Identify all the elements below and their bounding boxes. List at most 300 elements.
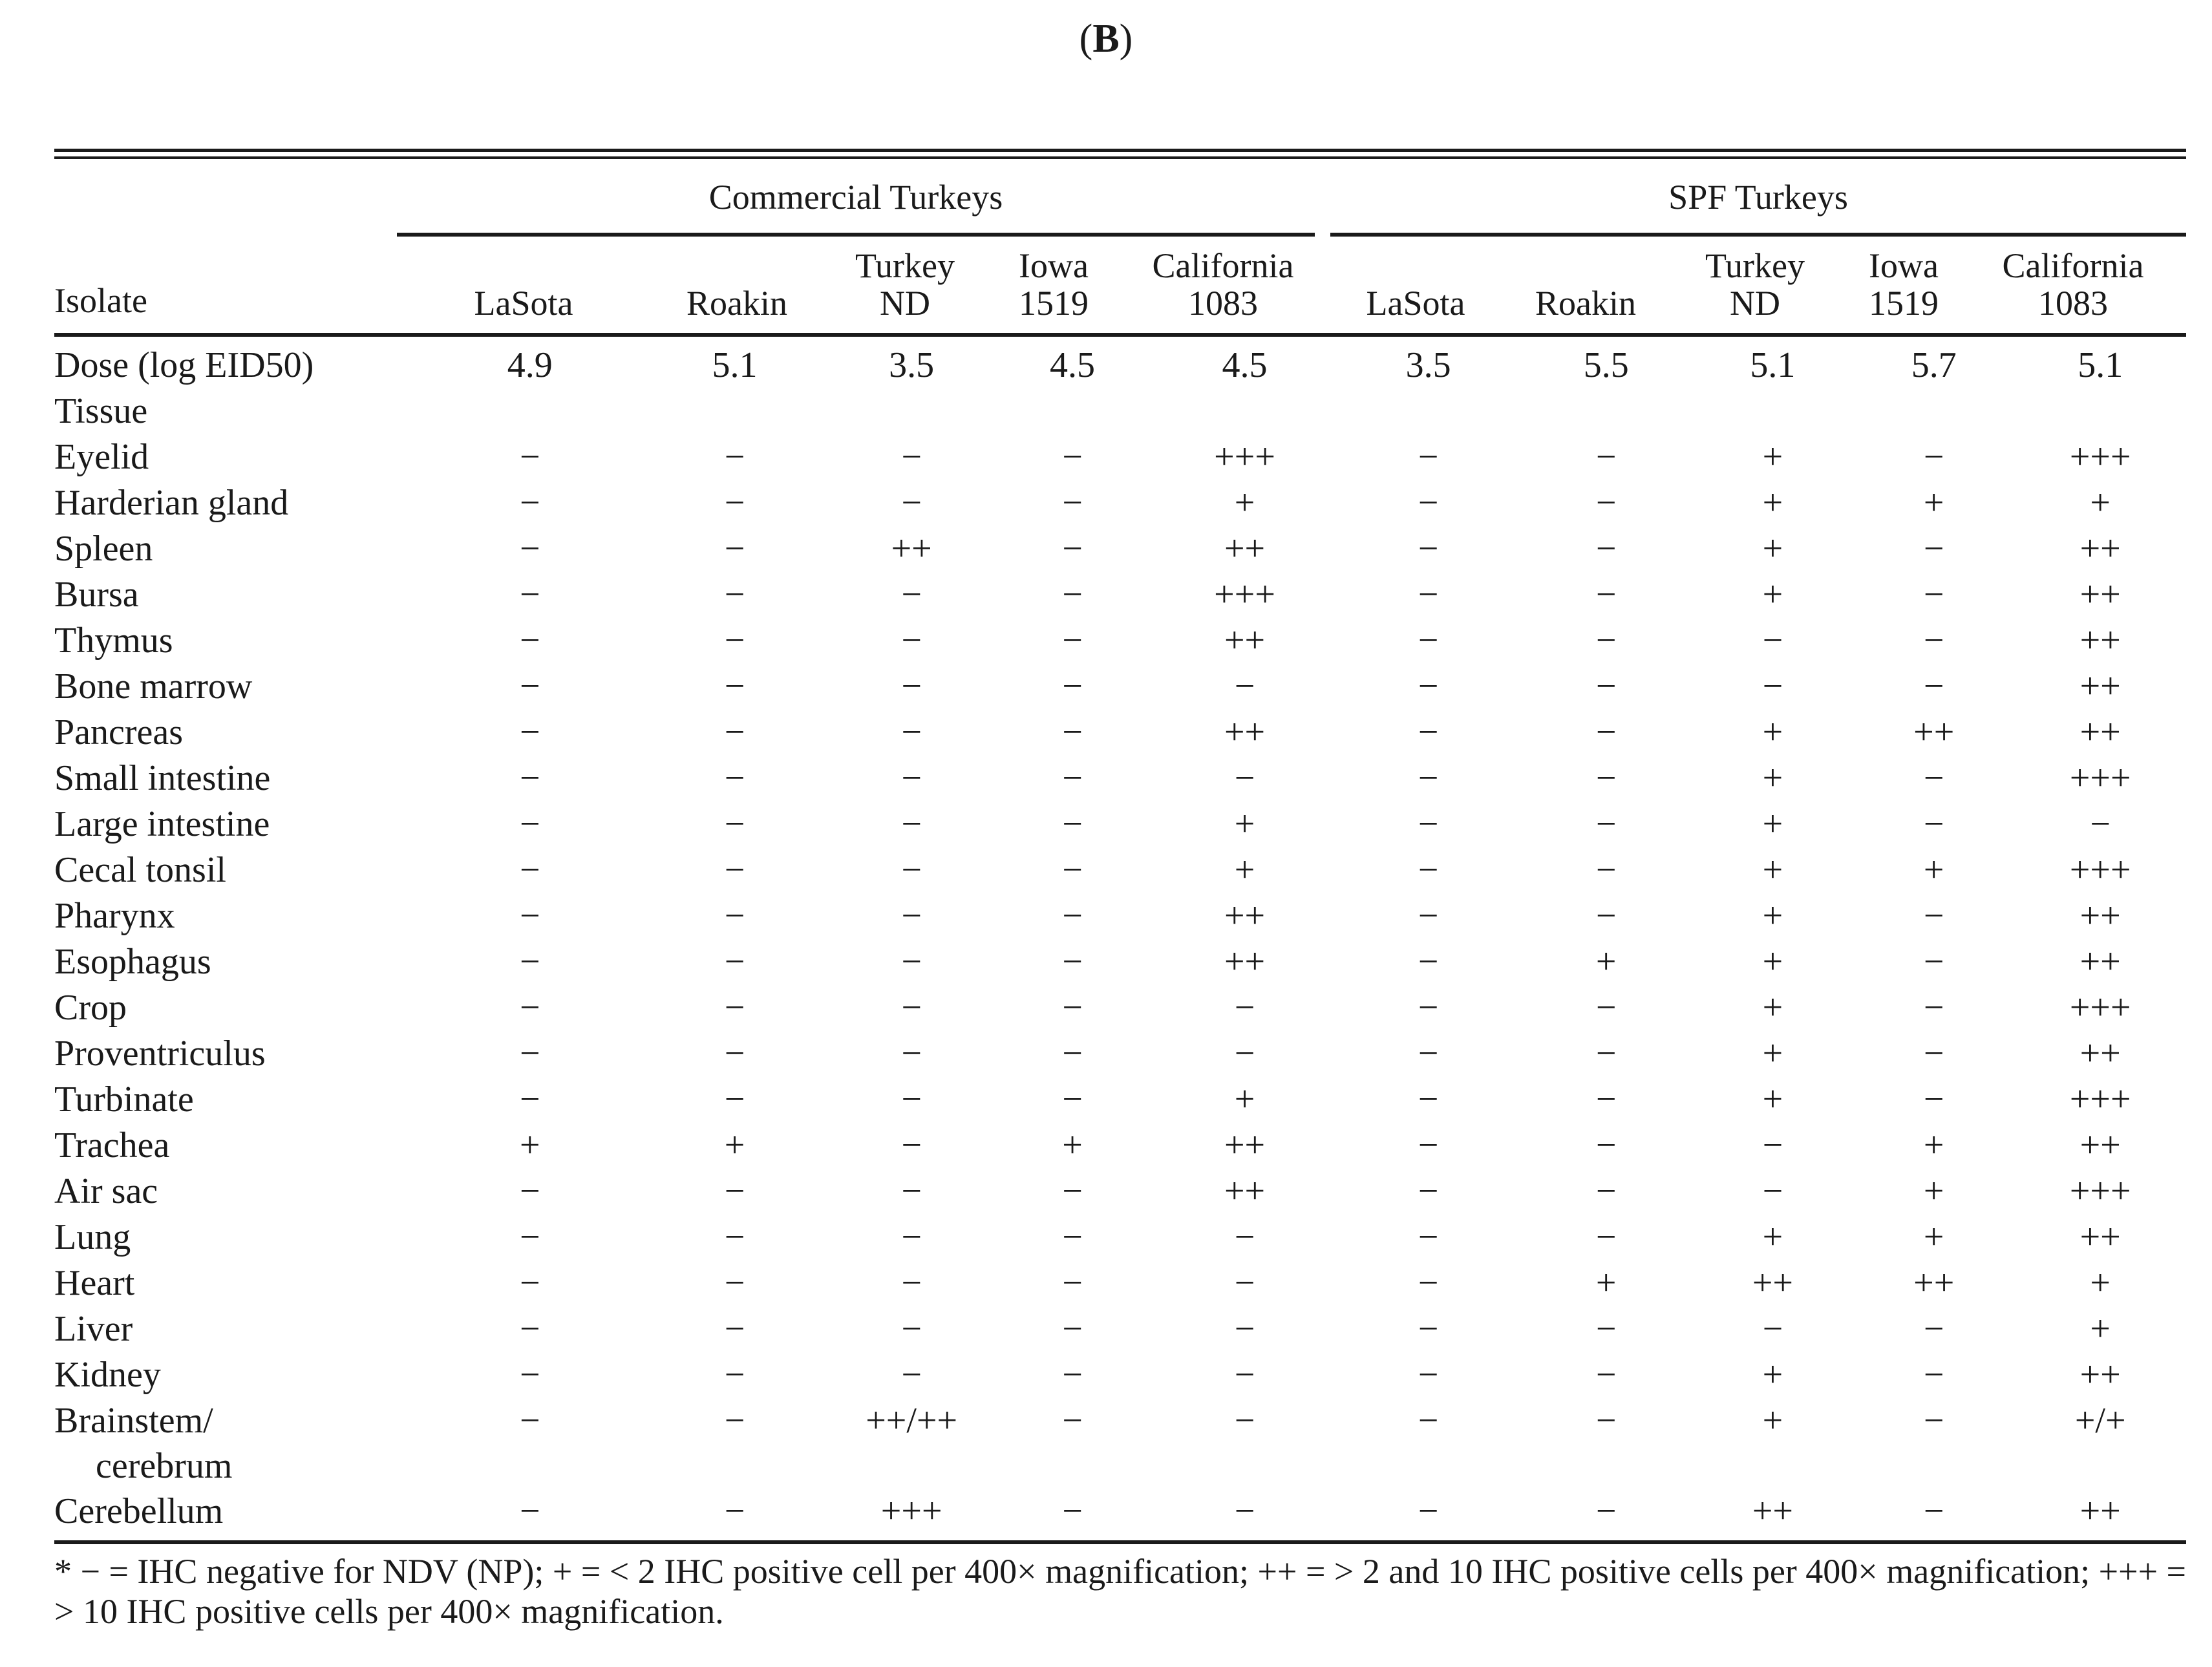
table-cell: − <box>1062 896 1083 936</box>
table-cell: − <box>901 850 922 890</box>
row-label-text: Turbinate <box>54 1079 194 1120</box>
row-label-text: Crop <box>54 988 127 1028</box>
table-cell: − <box>1062 1309 1083 1349</box>
table-row <box>54 1077 2186 1123</box>
table-cell: − <box>724 483 745 523</box>
table-cell: − <box>1418 1125 1439 1165</box>
row-label-text: Lung <box>54 1217 131 1257</box>
table-cell: + <box>2090 483 2111 523</box>
table-body <box>54 343 2186 1534</box>
table-cell: − <box>520 1309 540 1349</box>
table-cell: − <box>1595 483 1617 523</box>
table-cell: − <box>1595 1355 1617 1395</box>
column-header-line: LaSota <box>1366 284 1465 323</box>
bottom-rule <box>54 1540 2186 1544</box>
table-cell: − <box>1595 1491 1617 1531</box>
table-cell: − <box>1234 758 1255 798</box>
table-cell: − <box>520 1401 540 1441</box>
table-cell: 4.5 <box>1222 345 1268 385</box>
table-cell: − <box>520 575 540 615</box>
table-cell: − <box>520 850 540 890</box>
table-cell: − <box>1234 1355 1255 1395</box>
table-cell: 4.5 <box>1049 345 1095 385</box>
table-cell: − <box>724 437 745 477</box>
table-cell: − <box>1595 1079 1617 1120</box>
table-cell: − <box>1595 988 1617 1028</box>
column-header <box>1976 238 2170 322</box>
table-cell: − <box>1762 1125 1783 1165</box>
column-header <box>957 238 1151 322</box>
header-rule <box>54 333 2186 337</box>
table-row <box>54 756 2186 802</box>
table-cell: − <box>1923 758 1944 798</box>
row-label <box>54 343 422 388</box>
empty-cell <box>1336 388 1520 434</box>
table-cell: − <box>1923 575 1944 615</box>
table-cell: − <box>1062 621 1083 661</box>
row-label-text: Small intestine <box>54 758 271 798</box>
table-cell: − <box>1418 988 1439 1028</box>
row-label <box>54 572 422 618</box>
column-header-line: Roakin <box>1535 284 1636 323</box>
table-cell: ++ <box>1752 1491 1793 1531</box>
table-cell: − <box>1234 1401 1255 1441</box>
table-cell: 5.5 <box>1583 345 1629 385</box>
table-row <box>54 526 2186 572</box>
table-cell: − <box>724 850 745 890</box>
table-cell: − <box>1418 1309 1439 1349</box>
row-label-continuation: cerebrum <box>96 1446 233 1486</box>
table-cell: − <box>1923 1309 1944 1349</box>
column-header-line: ND <box>880 284 930 323</box>
table-row <box>54 1031 2186 1077</box>
empty-cell <box>831 388 992 434</box>
column-header-line: 1083 <box>2038 284 2108 323</box>
table-cell: − <box>1923 437 1944 477</box>
table-cell: + <box>1762 942 1783 982</box>
table-cell: ++ <box>1224 1171 1266 1211</box>
column-header-line: 1519 <box>1869 284 1939 323</box>
row-label <box>54 526 422 572</box>
table-cell: − <box>1418 1034 1439 1074</box>
table-cell: − <box>724 575 745 615</box>
table-cell: + <box>1762 1401 1783 1441</box>
table-cell: − <box>1062 1491 1083 1531</box>
table-cell: − <box>520 712 540 752</box>
row-label-text: Tissue <box>54 391 148 431</box>
table-cell: − <box>901 1125 922 1165</box>
table-cell: ++ <box>1913 1263 1955 1303</box>
table-cell: − <box>901 896 922 936</box>
table-row <box>54 985 2186 1031</box>
table-cell: − <box>724 804 745 844</box>
table-cell: − <box>1418 804 1439 844</box>
table-cell: + <box>1923 850 1944 890</box>
table-cell: − <box>1762 666 1783 706</box>
group-rule-commercial <box>397 233 1315 237</box>
table-cell: 3.5 <box>1405 345 1451 385</box>
table-cell: + <box>1923 1125 1944 1165</box>
column-header-line: California <box>1152 246 1294 285</box>
table-cell: + <box>1762 575 1783 615</box>
table-cell: − <box>520 1355 540 1395</box>
table-cell: − <box>1418 1263 1439 1303</box>
table-cell: − <box>1595 1217 1617 1257</box>
top-rule <box>54 149 2186 152</box>
table-cell: + <box>1762 1217 1783 1257</box>
row-label <box>54 618 422 664</box>
table-cell: − <box>724 1034 745 1074</box>
table-cell: ++ <box>1224 712 1266 752</box>
table-cell: − <box>1595 1309 1617 1349</box>
table-cell: − <box>1923 529 1944 569</box>
row-label-text: Brainstem/ <box>54 1401 213 1441</box>
table-cell: +++ <box>2069 988 2131 1028</box>
table-cell: ++ <box>1224 621 1266 661</box>
table-cell: − <box>1062 1171 1083 1211</box>
table-cell: − <box>520 529 540 569</box>
table-cell: − <box>724 1309 745 1349</box>
table-row <box>54 664 2186 710</box>
table-cell: − <box>1923 988 1944 1028</box>
table-cell: − <box>901 942 922 982</box>
table-cell: − <box>1595 1171 1617 1211</box>
row-label <box>54 1306 422 1352</box>
table-cell: − <box>1418 758 1439 798</box>
row-label <box>54 388 422 434</box>
table-cell: − <box>520 621 540 661</box>
table-row <box>54 710 2186 756</box>
table-cell: ++ <box>2079 666 2121 706</box>
row-label-text: Air sac <box>54 1171 158 1211</box>
empty-cell <box>638 388 831 434</box>
table-cell: + <box>1762 850 1783 890</box>
table-cell: − <box>1923 1034 1944 1074</box>
table-cell: − <box>1595 1401 1617 1441</box>
table-cell: − <box>1418 1401 1439 1441</box>
table-cell: − <box>1062 942 1083 982</box>
table-cell: − <box>1418 529 1439 569</box>
table-cell: ++ <box>2079 942 2121 982</box>
row-label <box>54 847 422 893</box>
table-cell: ++ <box>2079 1491 2121 1531</box>
table-cell: ++ <box>2079 1125 2121 1165</box>
table-cell: − <box>1595 1125 1617 1165</box>
column-header-line: Turkey <box>855 246 955 285</box>
table-cell: − <box>724 621 745 661</box>
table-cell: + <box>1762 804 1783 844</box>
column-header-line: ND <box>1730 284 1780 323</box>
table-cell: + <box>1762 529 1783 569</box>
table-cell: − <box>1762 1171 1783 1211</box>
row-label-text: Eyelid <box>54 437 149 477</box>
table-cell: − <box>1418 666 1439 706</box>
table-cell: − <box>901 1079 922 1120</box>
table-cell: 5.1 <box>2078 345 2123 385</box>
table-cell: − <box>901 575 922 615</box>
table-row <box>54 1352 2186 1398</box>
table-cell: − <box>1234 1034 1255 1074</box>
table-row <box>54 939 2186 985</box>
table-cell: +++ <box>1214 437 1275 477</box>
table-cell: − <box>901 1034 922 1074</box>
table-cell: − <box>1062 804 1083 844</box>
table-cell: − <box>1762 1309 1783 1349</box>
table-cell: − <box>1418 850 1439 890</box>
table-cell: − <box>1062 1401 1083 1441</box>
table-cell: − <box>1923 621 1944 661</box>
table-cell: − <box>520 804 540 844</box>
column-header <box>1807 238 2001 322</box>
column-header <box>427 238 621 322</box>
row-label-text: Harderian gland <box>54 483 289 523</box>
table-cell: − <box>1062 1355 1083 1395</box>
table-cell: − <box>1418 1491 1439 1531</box>
footnote: * − = IHC negative for NDV (NP); + = < 2 IHC positive cell per 400× magnification; ++ = > 2 and 10 IHC positive cells per 400× magnification; +++ = > 10 IHC positive cells per 400× magnification. <box>54 1552 2186 1631</box>
row-label-text: Thymus <box>54 621 173 661</box>
table-cell: ++ <box>1224 942 1266 982</box>
table-row <box>54 1215 2186 1260</box>
dose-row <box>54 343 2186 388</box>
table-cell: − <box>1923 1079 1944 1120</box>
empty-cell <box>422 388 638 434</box>
table-cell: − <box>724 758 745 798</box>
table-cell: − <box>1923 1491 1944 1531</box>
table-row <box>54 1306 2186 1352</box>
row-label-text: Large intestine <box>54 804 270 844</box>
table-cell: +++ <box>2069 437 2131 477</box>
table-cell: + <box>1762 758 1783 798</box>
table-cell: − <box>1595 575 1617 615</box>
table-cell: − <box>1595 621 1617 661</box>
table-cell: − <box>1234 1217 1255 1257</box>
table-cell: − <box>1234 1263 1255 1303</box>
row-label <box>54 756 422 802</box>
table-cell: − <box>520 1491 540 1531</box>
row-label-text: Trachea <box>54 1125 170 1165</box>
row-label-text: Bursa <box>54 575 139 615</box>
table-cell: − <box>1062 712 1083 752</box>
column-header <box>1489 238 1683 322</box>
table-cell: − <box>901 712 922 752</box>
table-cell: ++ <box>1224 1125 1266 1165</box>
table-cell: + <box>1923 1171 1944 1211</box>
table-cell: − <box>901 1171 922 1211</box>
row-label <box>54 985 422 1031</box>
table-cell: − <box>724 896 745 936</box>
data-table <box>54 343 2186 1534</box>
table-cell: ++ <box>2079 621 2121 661</box>
table-cell: − <box>1062 988 1083 1028</box>
table-row <box>54 618 2186 664</box>
empty-cell <box>1153 388 1337 434</box>
table-cell: − <box>520 1171 540 1211</box>
table-cell: − <box>1923 1401 1944 1441</box>
row-label-text: Liver <box>54 1309 133 1349</box>
table-cell: − <box>901 1309 922 1349</box>
table-cell: − <box>1418 1355 1439 1395</box>
table-cell: − <box>1062 437 1083 477</box>
table-cell: +++ <box>2069 758 2131 798</box>
table-cell: ++/++ <box>866 1401 958 1441</box>
table-cell: − <box>901 1217 922 1257</box>
row-label <box>54 434 422 480</box>
table-cell: − <box>901 1263 922 1303</box>
table-cell: − <box>901 666 922 706</box>
table-cell: − <box>1762 621 1783 661</box>
table-cell: − <box>1418 1171 1439 1211</box>
table-cell: − <box>1062 529 1083 569</box>
table-cell: − <box>724 1491 745 1531</box>
table-row <box>54 847 2186 893</box>
table-cell: − <box>1062 1034 1083 1074</box>
table-cell: − <box>1923 942 1944 982</box>
table-cell: − <box>1418 483 1439 523</box>
column-header <box>1319 238 1513 322</box>
group-header-spf: SPF Turkeys <box>1668 178 1848 217</box>
table-cell: − <box>520 1034 540 1074</box>
row-label-text: Cerebellum <box>54 1491 224 1531</box>
table-cell: − <box>724 1263 745 1303</box>
table-cell: ++ <box>1752 1263 1793 1303</box>
table-cell: + <box>1923 1217 1944 1257</box>
tissue-section-row <box>54 388 2186 434</box>
row-label <box>54 1260 422 1306</box>
table-cell: − <box>520 437 540 477</box>
panel-label: (B) <box>1079 17 1133 61</box>
row-label <box>54 1215 422 1260</box>
table-row <box>54 1123 2186 1169</box>
isolate-column-header: Isolate <box>54 281 147 320</box>
row-label-text: Pancreas <box>54 712 184 752</box>
empty-cell <box>992 388 1153 434</box>
row-label-text: Esophagus <box>54 942 211 982</box>
table-cell: + <box>2090 1263 2111 1303</box>
table-cell: ++ <box>2079 575 2121 615</box>
table-cell: − <box>520 1079 540 1120</box>
table-cell: 3.5 <box>889 345 935 385</box>
table-cell: − <box>724 988 745 1028</box>
table-cell: + <box>1923 483 1944 523</box>
table-cell: − <box>724 712 745 752</box>
row-label <box>54 1031 422 1077</box>
table-cell: − <box>901 1355 922 1395</box>
table-cell: − <box>520 758 540 798</box>
row-label-text: Kidney <box>54 1355 161 1395</box>
table-cell: ++ <box>1913 712 1955 752</box>
table-cell: ++ <box>2079 529 2121 569</box>
table-cell: + <box>520 1125 540 1165</box>
table-cell: − <box>1595 529 1617 569</box>
table-cell: − <box>520 942 540 982</box>
table-cell: − <box>1595 437 1617 477</box>
table-cell: + <box>1762 483 1783 523</box>
top-rule-double <box>54 156 2186 159</box>
table-cell: − <box>724 1401 745 1441</box>
table-row <box>54 1169 2186 1215</box>
table-cell: 5.1 <box>1750 345 1796 385</box>
table-cell: − <box>901 437 922 477</box>
group-rule-spf <box>1330 233 2186 237</box>
table-cell: − <box>1595 896 1617 936</box>
table-cell: +/+ <box>2074 1401 2126 1441</box>
table-cell: − <box>1923 666 1944 706</box>
table-cell: + <box>1762 988 1783 1028</box>
column-header-line: Roakin <box>686 284 787 323</box>
empty-cell <box>2014 388 2186 434</box>
column-header-line: LaSota <box>474 284 573 323</box>
table-cell: ++ <box>2079 1034 2121 1074</box>
table-cell: + <box>1234 804 1255 844</box>
table-cell: − <box>724 942 745 982</box>
table-cell: − <box>1418 712 1439 752</box>
table-cell: + <box>1595 942 1617 982</box>
row-label-text: Spleen <box>54 529 153 569</box>
table-cell: ++ <box>891 529 932 569</box>
row-label-text: Dose (log EID50) <box>54 345 314 385</box>
table-cell: − <box>1062 483 1083 523</box>
column-header-line: 1519 <box>1019 284 1089 323</box>
row-label <box>54 710 422 756</box>
row-label <box>54 1398 422 1489</box>
table-cell: − <box>1595 1034 1617 1074</box>
table-cell: − <box>901 483 922 523</box>
table-cell: +++ <box>2069 1079 2131 1120</box>
table-cell: − <box>901 621 922 661</box>
table-row <box>54 893 2186 939</box>
table-cell: − <box>724 1079 745 1120</box>
table-row <box>54 1398 2186 1489</box>
table-cell: − <box>1418 621 1439 661</box>
table-cell: − <box>901 804 922 844</box>
table-cell: − <box>1923 1355 1944 1395</box>
column-header-line: Iowa <box>1869 246 1939 285</box>
table-cell: − <box>1923 896 1944 936</box>
table-cell: − <box>1595 712 1617 752</box>
table-cell: − <box>520 988 540 1028</box>
table-cell: − <box>1062 850 1083 890</box>
table-cell: − <box>1595 804 1617 844</box>
table-cell: + <box>1062 1125 1083 1165</box>
column-header <box>1126 238 1320 322</box>
table-cell: − <box>724 529 745 569</box>
table-cell: + <box>2090 1309 2111 1349</box>
table-cell: − <box>901 988 922 1028</box>
table-cell: − <box>1418 1217 1439 1257</box>
column-header-line: Iowa <box>1019 246 1089 285</box>
table-row <box>54 802 2186 847</box>
table-cell: − <box>1418 942 1439 982</box>
table-cell: − <box>2090 804 2111 844</box>
row-label <box>54 893 422 939</box>
column-header-line: California <box>2002 246 2144 285</box>
table-cell: + <box>1762 1034 1783 1074</box>
row-label <box>54 1169 422 1215</box>
table-cell: + <box>1595 1263 1617 1303</box>
table-cell: − <box>1062 666 1083 706</box>
row-label-text: Heart <box>54 1263 135 1303</box>
group-header-commercial: Commercial Turkeys <box>708 178 1003 217</box>
table-cell: + <box>1762 437 1783 477</box>
empty-cell <box>1520 388 1692 434</box>
table-cell: − <box>1595 850 1617 890</box>
table-cell: − <box>520 1263 540 1303</box>
row-label <box>54 480 422 526</box>
table-cell: ++ <box>1224 529 1266 569</box>
table-cell: − <box>1234 988 1255 1028</box>
table-cell: 5.1 <box>712 345 758 385</box>
table-row <box>54 480 2186 526</box>
